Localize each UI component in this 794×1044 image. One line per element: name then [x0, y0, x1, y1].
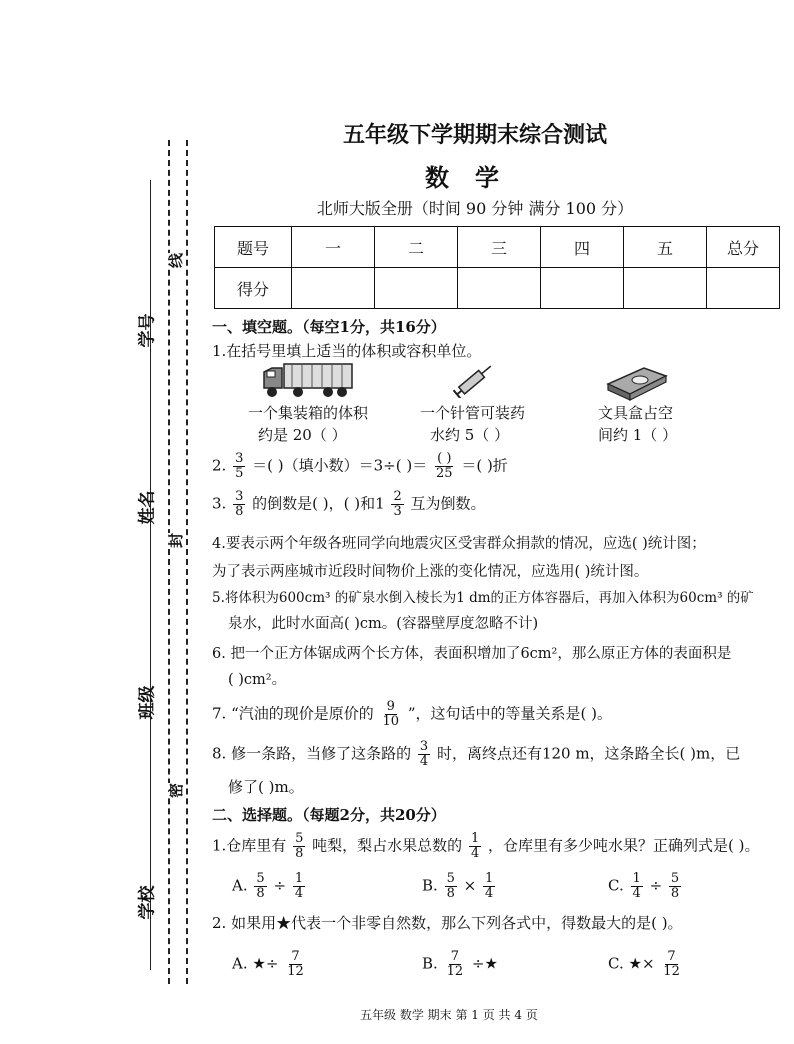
s1-q7-text-a: 7. “汽油的现价是原价的 [212, 704, 374, 723]
margin-line [150, 180, 151, 970]
s1-q1: 1.在括号里填上适当的体积或容积单位。 [212, 342, 482, 360]
s1-q3-text-b: 互为倒数。 [410, 494, 486, 513]
s2-q1-option-b[interactable] [422, 872, 497, 901]
s2-q1-text-c: ，仓库里有多少吨水果？正确列式是( )。 [488, 836, 760, 855]
frac-num: 5 [446, 871, 455, 886]
frac-den: 25 [436, 466, 453, 481]
frac-num: 1 [485, 871, 494, 886]
s1-q7 [212, 700, 612, 729]
frac-num: 3 [419, 739, 429, 754]
fraction [661, 950, 682, 979]
expr-post: ÷★ [471, 954, 498, 973]
s1-q5-line1: 5.将体积为600cm³ 的矿泉水倒入棱长为1 dm的正方体容器后，再加入体积为60cm³ 的矿 [212, 590, 754, 606]
frac-den: 4 [294, 886, 304, 901]
edition-line: 北师大版全册（时间 90 分钟 满分 100 分） [316, 199, 634, 218]
score-table-header-row [215, 227, 780, 268]
fraction [469, 832, 481, 861]
frac-den: 4 [632, 886, 641, 901]
s1-q1-item-text: 水约 5（ ） [430, 426, 510, 444]
table-cell: 二 [375, 227, 458, 268]
fraction [293, 872, 305, 901]
frac-num: 1 [632, 871, 641, 886]
table-cell: 题号 [215, 227, 292, 268]
frac-den: 8 [295, 846, 304, 861]
s2-q1-option-c[interactable] [608, 872, 683, 901]
xuexiao-label: 学校 [137, 885, 158, 920]
table-cell: 总分 [707, 227, 780, 268]
frac-num: 3 [235, 451, 244, 466]
s1-q1-item-text: 约是 20（ ） [258, 426, 347, 444]
score-cell[interactable] [707, 268, 780, 309]
frac-den: 8 [670, 886, 680, 901]
frac-den: 8 [446, 886, 455, 901]
table-cell: 五 [624, 227, 707, 268]
table-cell: 四 [541, 227, 624, 268]
frac-num: 3 [235, 489, 244, 504]
s1-q8 [212, 740, 740, 769]
s1-q2-prefix: 2. [212, 456, 227, 475]
frac-num: 5 [670, 871, 680, 886]
s1-q1-item-c [598, 402, 677, 446]
fraction [445, 950, 466, 979]
table-cell: 三 [458, 227, 541, 268]
s2-q1 [212, 832, 760, 861]
s1-q6-line1: 6. 把一个正方体锯成两个长方体，表面积增加了6cm²，那么原正方体的表面积是 [212, 646, 732, 662]
frac-den: 5 [235, 466, 244, 481]
s1-q2-text-a: ＝( )（填小数）＝3÷( )＝ [252, 456, 428, 475]
dashed-line-right [186, 140, 188, 984]
s1-q1-item-text: 间约 1（ ） [598, 426, 678, 444]
s1-q7-text-b: ”，这句话中的等量关系是( )。 [407, 704, 613, 723]
pencil-case-icon [604, 362, 670, 402]
truck-icon [262, 360, 354, 400]
syringe-icon [450, 362, 500, 398]
frac-num: 5 [256, 871, 265, 886]
frac-den: 12 [446, 964, 464, 979]
operator: ÷ [649, 876, 663, 895]
s1-q8-text-b: 时，离终点还有120 m，这条路全长( )m，已 [436, 744, 741, 763]
s2-q2-option-b[interactable] [422, 950, 498, 979]
score-cell[interactable] [375, 268, 458, 309]
frac-num: 2 [393, 489, 402, 504]
frac-den: 12 [287, 964, 304, 979]
fraction [381, 700, 402, 729]
xuehao-label: 学号 [137, 313, 158, 348]
option-label: B. [422, 954, 438, 973]
fraction [293, 832, 305, 861]
frac-num: 9 [386, 699, 395, 714]
option-label: C. [608, 876, 624, 895]
table-cell: 得分 [215, 268, 292, 309]
option-label: A. [232, 876, 248, 895]
frac-den: 10 [382, 714, 400, 729]
frac-den: 8 [256, 886, 265, 901]
s1-q4-line2: 为了表示两座城市近段时间物价上涨的变化情况，应选用( )统计图。 [212, 564, 649, 580]
banji-label: 班级 [137, 685, 158, 720]
s1-q1-item-a [248, 402, 368, 446]
s1-q3-text-a: 的倒数是( )，( )和1 [252, 494, 385, 513]
s2-q2-option-c[interactable] [608, 950, 684, 979]
frac-den: 8 [235, 504, 244, 519]
fraction [631, 872, 643, 901]
frac-den: 4 [470, 846, 480, 861]
option-label: A. [232, 954, 248, 973]
option-label: B. [422, 876, 438, 895]
frac-num: 5 [295, 831, 304, 846]
table-cell: 一 [292, 227, 375, 268]
fraction [483, 872, 495, 901]
s1-q2-text-b: ＝( )折 [461, 456, 508, 475]
s1-q3 [212, 490, 486, 519]
xingming-label: 姓名 [137, 490, 158, 525]
operator: × [463, 876, 477, 895]
xian-label: 线 [167, 252, 186, 269]
frac-num: 7 [291, 949, 300, 964]
s1-q4-line1: 4.要表示两个年级各班同学向地震灾区受害群众捐款的情况，应选( )统计图； [212, 536, 706, 552]
score-table-score-row [215, 268, 780, 309]
s1-q1-item-text: 文具盒占空 [598, 404, 674, 422]
score-table [214, 226, 780, 309]
operator: ÷ [273, 876, 287, 895]
s2-q1-text-a: 1.仓库里有 [212, 836, 287, 855]
s1-q1-item-text: 一个针管可装药 [420, 404, 526, 422]
frac-num: ( ) [437, 451, 452, 466]
frac-den: 4 [485, 886, 494, 901]
s1-q1-item-text: 一个集装箱的体积 [248, 404, 369, 422]
frac-num: 1 [294, 871, 304, 886]
option-label: C. [608, 954, 624, 973]
frac-den: 12 [663, 964, 680, 979]
s2-q1-text-b: 吨梨，梨占水果总数的 [312, 836, 463, 855]
fraction [254, 872, 266, 901]
s2-q2-option-a[interactable] [232, 950, 308, 979]
frac-num: 7 [450, 949, 459, 964]
frac-den: 4 [419, 754, 429, 769]
s1-q2 [212, 452, 508, 481]
expr-pre: ★÷ [252, 954, 279, 973]
s2-q2: 2. 如果用★代表一个非零自然数，那么下列各式中，得数最大的是( )。 [212, 914, 683, 932]
score-cell[interactable] [292, 268, 375, 309]
fraction [669, 872, 681, 901]
feng-label: 封 [167, 532, 186, 549]
fraction [391, 490, 403, 519]
fraction [285, 950, 306, 979]
fraction [434, 452, 455, 481]
score-cell[interactable] [624, 268, 707, 309]
mi-label: 密 [167, 782, 186, 799]
frac-num: 1 [470, 831, 480, 846]
score-cell[interactable] [458, 268, 541, 309]
fraction [233, 452, 245, 481]
expr-pre: ★× [628, 954, 655, 973]
section2-heading: 二、选择题。（每题2分，共20分） [212, 806, 446, 824]
s1-q3-prefix: 3. [212, 494, 227, 513]
frac-den: 3 [393, 504, 402, 519]
s1-q6-line2: ( )cm²。 [228, 672, 287, 688]
s1-q8-text-a: 8. 修一条路，当修了这条路的 [212, 744, 412, 763]
fraction [418, 740, 430, 769]
frac-num: 7 [667, 949, 676, 964]
page-footer: 五年级 数学 期末 第 1 页 共 4 页 [360, 1008, 538, 1022]
s2-q1-option-a[interactable] [232, 872, 307, 901]
score-cell[interactable] [541, 268, 624, 309]
subject-title: 数学 [425, 163, 525, 192]
exam-title: 五年级下学期期末综合测试 [342, 122, 607, 148]
fraction [233, 490, 245, 519]
fraction [445, 872, 457, 901]
section1-heading: 一、填空题。（每空1分，共16分） [212, 318, 446, 336]
s1-q8-line2: 修了( )m。 [228, 778, 304, 796]
s1-q1-item-b [420, 402, 525, 446]
s1-q5-line2: 泉水，此时水面高( )cm。(容器壁厚度忽略不计) [228, 616, 539, 632]
